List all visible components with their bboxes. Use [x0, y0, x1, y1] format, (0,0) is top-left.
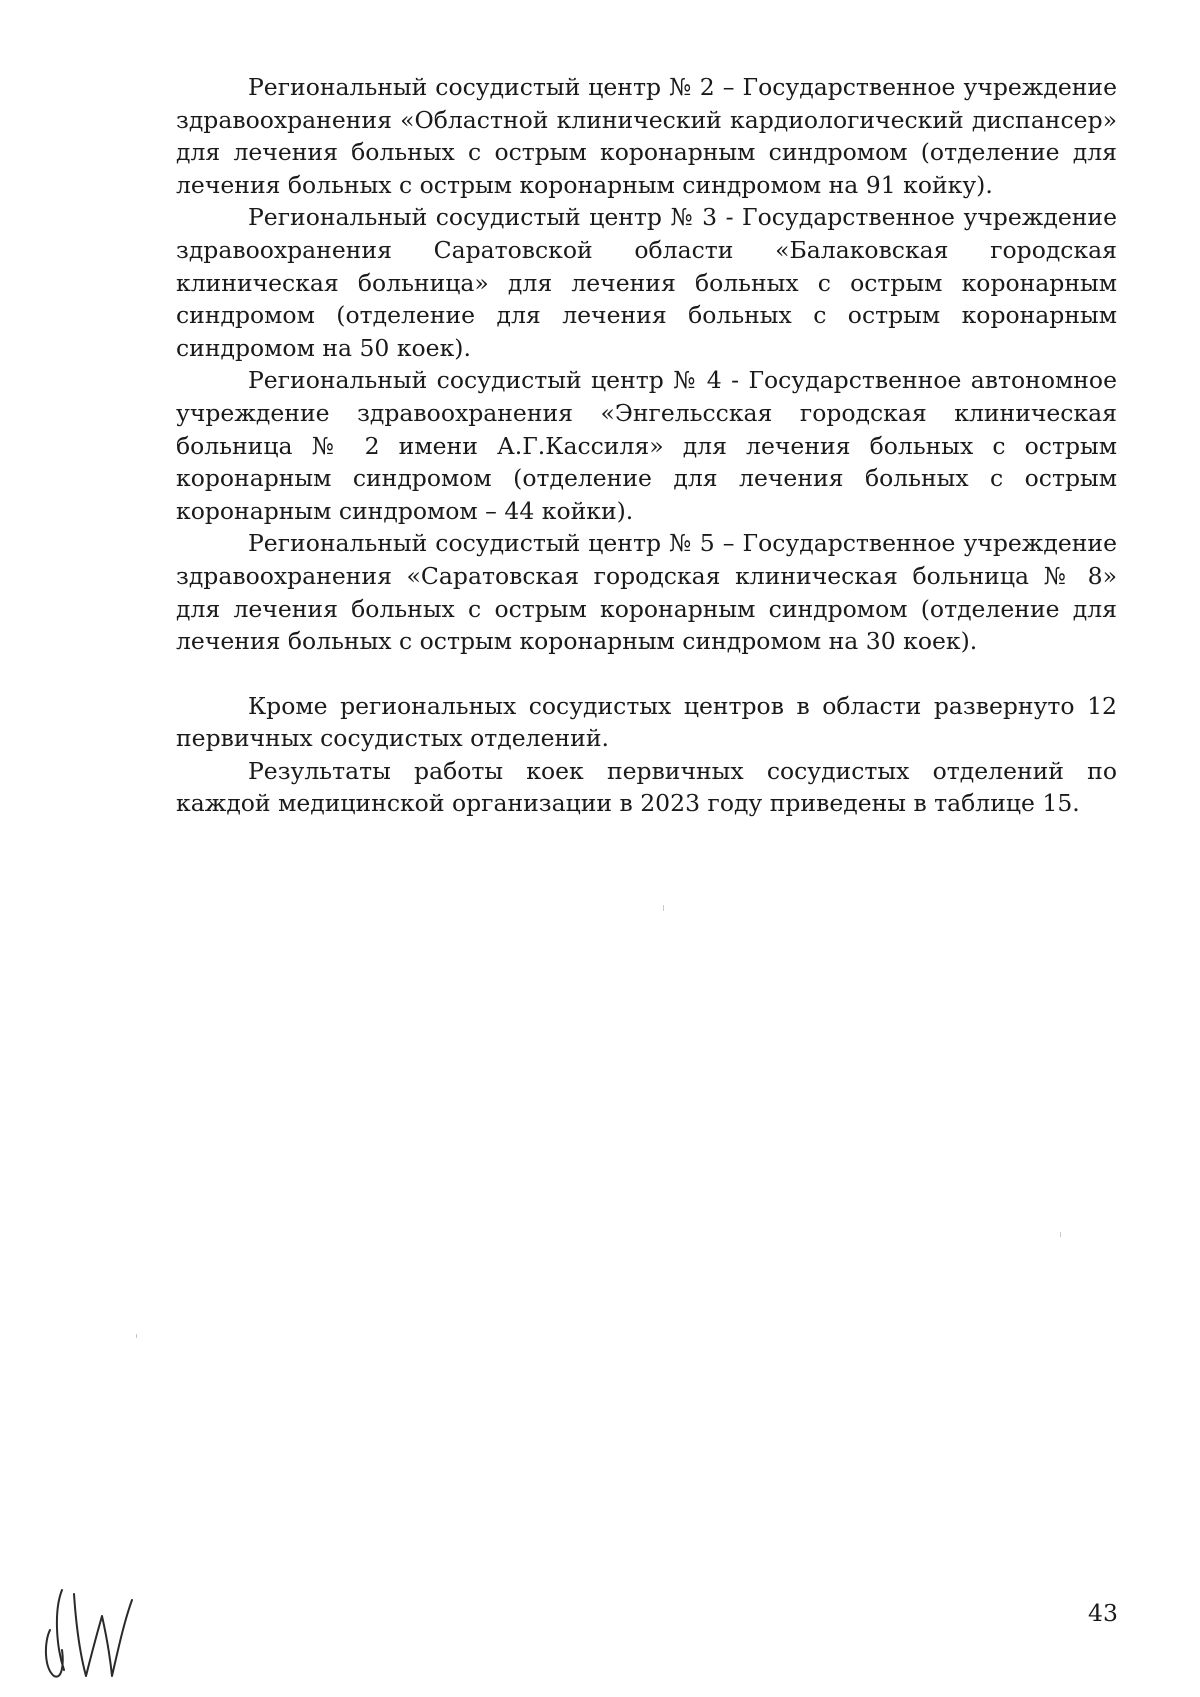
paragraph-results-table-ref: Результаты работы коек первичных сосудистых отделений по каждой медицинской организации в 2023 году приведены в таблице 15.	[176, 756, 1117, 818]
scan-speck	[136, 1334, 137, 1338]
page-number: 43	[1088, 1599, 1118, 1627]
paragraph-gap	[176, 658, 1117, 690]
paragraph-center-2: Региональный сосудистый центр № 2 – Государственное учреждение здравоохранения «Областной клинический кардиологический диспансер» для лечения больных с острым коронарным синдромом (отделение для лечения больных с острым коронарным синдромом на 91 койку).	[176, 73, 1117, 199]
paragraph-primary-departments: Кроме региональных сосудистых центров в области развернуто 12 первичных сосудистых отделений.	[176, 691, 1117, 753]
scan-speck	[1060, 1232, 1061, 1237]
paragraph-center-4: Региональный сосудистый центр № 4 - Государственное автономное учреждение здравоохранения «Энгельсская городская клиническая больница № 2 имени А.Г.Кассиля» для лечения больных с острым коронарным синдромом (отделение для лечения больных с острым коронарным синдромом – 44 койки).	[176, 366, 1117, 525]
paragraph-center-5: Региональный сосудистый центр № 5 – Государственное учреждение здравоохранения «Саратовская городская клиническая больница № 8» для лечения больных с острым коронарным синдромом (отделение для лечения больных с острым коронарным синдромом на 30 коек).	[176, 529, 1117, 656]
scan-speck	[663, 905, 664, 911]
body-text	[176, 71, 1117, 820]
handwritten-signature	[40, 1572, 135, 1682]
paragraph-center-3: Региональный сосудистый центр № 3 - Государственное учреждение здравоохранения Саратовской области «Балаковская городская клиническая больница» для лечения больных с острым коронарным синдромом (отделение для лечения больных с острым коронарным синдромом на 50 коек).	[176, 203, 1117, 362]
